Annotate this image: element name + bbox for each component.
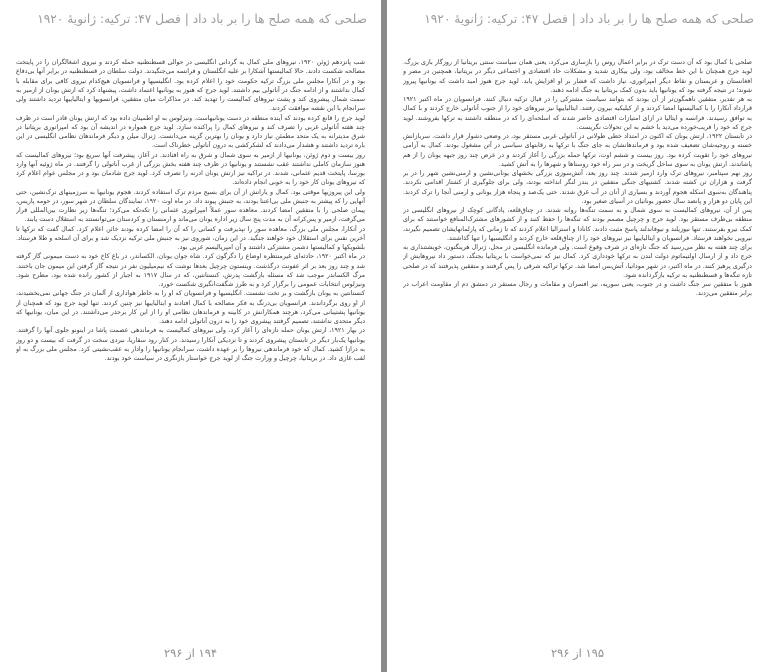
paragraph: در بهار ۱۹۲۱، ارتش یونان حمله تازه‌ای را آغاز کرد، ولی نیروهای کمالیست به فرماندهی عصمت پاشا در اینونو جلوی آنها را گرفتند. یونانیها یک‌بار دیگر در تابستان پیشروی کردند و تا نزدیکی آنکارا رسیدند. در کنار رود سقاریا، نبردی سخت در گرفت که بیست و دو روز به درازا کشید. کمال که خود فرماندهی نیروها را بر عهده داشت، سرانجام یونانیها را وادار به عقب‌نشینی کرد. مجلس ملی بزرگ به او لقب غازی داد. در بریتانیا، چرچیل و وزارت جنگ از لوید جرج خواستار بازنگری در سیاست خود بودند. (16, 327, 365, 362)
paragraph: روز بیست و دوم ژوئن، یونانیها از ازمیر به سوی شمال و شرق به راه افتادند. در آغاز، پیشرفت آنها سریع بود؛ نیروهای کمالیست که هنوز سازمان کاملی نداشتند عقب نشستند و یونانیها در ظرف چند هفته بخش بزرگی از غرب آناتولی را گرفتند. در ماه ژوئیه آنها وارد بورسا، پایتخت قدیم عثمانی، شدند. در تراکیه نیز ارتش یونان ادرنه را تصرف کرد. لوید جرج شادمان بود و در مجلس عوام اعلام کرد که نیروهای یونان کار خود را به خوبی انجام داده‌اند. (16, 151, 365, 187)
paragraph: روز نهم سپتامبر، نیروهای ترک وارد ازمیر شدند. چند روز بعد، آتش‌سوزی بزرگی بخشهای یونانی‌نشین و ارمنی‌نشین شهر را در بر گرفت و هزاران تن کشته شدند. کشتیهای جنگی متفقین در بندر لنگر انداخته بودند، ولی برای جلوگیری از کشتار اقدامی نکردند. پناهندگان به‌سوی اسکله هجوم آوردند و بسیاری از آنان در آب غرق شدند. حتی یک‌صد و پنجاه هزار یونانی و ارمنی آنجا را ترک کردند. این پایان دو هزار و پانصد سال حضور یونانیان در آسیای صغیر بود. (403, 170, 752, 205)
running-header: صلحی که همه صلح ها را بر باد داد | فصل ۴۷: ترکیه: ژانویهٔ ۱۹۲۰ (37, 12, 367, 26)
running-header: صلحی که همه صلح ها را بر باد داد | فصل ۴۷: ترکیه: ژانویهٔ ۱۹۲۰ (424, 12, 754, 26)
page-number: ۱۹۵ از ۲۹۶ (550, 646, 605, 660)
right-page (387, 0, 768, 672)
left-page (0, 0, 381, 672)
paragraph: در ماه اکتبر ۱۹۲۰، حادثه‌ای غیرمنتظره اوضاع را دگرگون کرد. شاه جوان یونان، الکساندر، در باغ کاخ خود به دست میمونی گاز گرفته شد و چند روز بعد بر اثر عفونت درگذشت. وینستون چرچیل بعدها نوشت که نیم‌میلیون نفر در نتیجه گاز گرفتن این میمون جان باختند. مرگ الکساندر موجب شد که مسئله بازگشت پدرش، کنستانتین، که در سال ۱۹۱۷ به اجبار از کشور رانده شده بود، مطرح شود. ونیزلوس انتخابات عمومی را برگزار کرد و به طرز شگفت‌انگیزی شکست خورد. (16, 253, 365, 288)
paragraph: هنوز با متفقین سر جنگ داشت و در جنوب، یعنی سوریه، نیز افسران و مقامات و رجال مستقر در دمشق دم از مقاومت اعراب در برابر متفقین می‌زدند. (403, 281, 752, 298)
paragraph: صلحی با کمال بود که آن دست ترک در برابر اعمال روس را بازسازی می‌کرد، یعنی همان سیاست سنتی بریتانیا از روزگار بازی بزرگ. لوید جرج همچنان با این خط مخالف بود، ولی بیکاری شدید و مشکلات حاد اقتصادی و اجتماعی دیگر در بریتانیا، همچنین در مصر و افغانستان و عربستان و نقاط دیگر امپراتوری، نیاز داشت که فشار بر او افزایش یابد. لوید جرج هنوز امید داشت که یونانیها پیروز شوند؛ در نتیجه گرفته بود که یونانیها باید بدون کمک بریتانیا به جنگ ادامه دهند. (403, 59, 752, 94)
paragraph: شب پانزدهم ژوئن ۱۹۲۰، نیروهای ملی کمال به گردانی انگلیسی در حوالی قسطنطنیه حمله کردند و نیروی اشغالگران را در پایتخت مصالحه شکست دادند. حالا کمالیستها آشکارا بر علیه انگلستان و فرانسه می‌جنگیدند. دولت سلطان در قسطنطنیه در برابر آنها بی‌دفاع بود و در آنکارا مجلس ملی بزرگ ترکیه حکومت خود را اعلام کرده بود. انگلیسیها و فرانسویان هیچ‌کدام نیروی کافی برای مقابله با کمال نداشتند و از ادامه جنگ در آناتولی بیم داشتند. لوید جرج که هنوز به یونانیها اعتماد داشت، پیشنهاد کرد که ارتش یونان از ازمیر به سمت شمال پیشروی کند و پشت نیروهای کمالیست را تهدید کند. در مذاکرات میان متفقین، فرانسویها و ایتالیاییها تردید داشتند ولی سرانجام با این نقشه موافقت کردند. (16, 59, 365, 113)
paragraph: پس از آن، نیروهای کمالیست به سوی شمال و به سمت تنگه‌ها روانه شدند. در چناق‌قلعه، پادگانی کوچک از نیروهای انگلیسی در منطقه بی‌طرف مستقر بود. لوید جرج و چرچیل مصمم بودند که تنگه‌ها را حفظ کنند و از کشورهای مشترک‌المنافع خواستند که برای کمک نیرو بفرستند. تنها نیوزیلند و نیوفاندلند پاسخ مثبت دادند. کانادا و استرالیا اعلام کردند که تا زمانی که پارلمانهایشان تصمیم نگیرند، نیرویی نخواهند فرستاد. فرانسویان و ایتالیاییها نیز نیروهای خود را از چناق‌قلعه خارج کردند و انگلیسیها را تنها گذاشتند. (403, 207, 752, 242)
paragraph: لوید جرج را قانع کرده بودند که آینده منطقه در دست یونانیهاست. ونیزلوس به او اطمینان داده بود که ارتش یونان قادر است در ظرف چند هفته آناتولی غربی را تصرف کند و نیروهای کمال را پراکنده سازد. لوید جرج همواره در اندیشه آن بود که امپراتوری بریتانیا در شرق مدیترانه به یک متحد مطمئن نیاز دارد و یونان را بهترین گزینه می‌دانست. ژنرال میلن و دیگر فرماندهان نظامی انگلیسی در این باره تردید داشتند و هشدار می‌دادند که لشکرکشی به درون آناتولی خطرناک است. (16, 114, 365, 150)
paragraph: در آنکارا، مجلس ملی بزرگ، معاهده سور را نپذیرفت و کسانی را که آن را امضا کرده بودند خائن اعلام کرد. کمال گفت که ترکها تا آخرین نفس برای استقلال خود خواهند جنگید. در این زمان، شوروی نیز به جنبش ملی ترکیه نزدیک شد و برای آن اسلحه و طلا فرستاد. بلشویکها و کمالیستها دشمن مشترکی داشتند و آن امپریالیسم غربی بود. (16, 225, 365, 251)
paragraph: در تابستان ۱۹۲۲، ارتش یونان که اکنون در امتداد خطی طولانی در آناتولی غربی مستقر بود، در وضعی دشوار قرار داشت. سربازانش خسته و روحیه‌شان تضعیف شده بود و فرماندهانشان به جای جنگ با ترکها به رقابتهای سیاسی در آتن مشغول بودند. کمال به آرامی نیروهای خود را تقویت کرده بود. روز بیست و ششم اوت، ترکها حمله بزرگی را آغاز کردند و در عرض چند روز جبهه یونان را از هم پاشاندند. ارتش یونان به سوی ساحل گریخت و در سر راه خود روستاها و شهرها را به آتش کشید. (403, 133, 752, 168)
paragraph: ولی این پیروزیها موقتی بود. کمال و یارانش از آن برای بسیج مردم ترک استفاده کردند. هجوم یونانیها به سرزمینهای ترک‌نشین، حتی آنهایی را که پیشتر به جنبش ملی بی‌اعتنا بودند، به جنبش پیوند داد. در ماه اوت ۱۹۲۰، نمایندگان سلطان در شهر سور، در حومه پاریس، پیمان صلحی را با متفقین امضا کردند. معاهده سور عملاً امپراتوری عثمانی را تکه‌تکه می‌کرد؛ تنگه‌ها زیر نظارت بین‌المللی قرار می‌گرفت، ازمیر و پس‌کرانه آن به مدت پنج سال زیر اداره یونان می‌ماند و ارمنستان و کردستان می‌توانستند به استقلال دست یابند. (16, 188, 365, 224)
paragraph: به هر تقدیر، متفقین ناهمگون‌تر از آن بودند که بتوانند سیاست مشترکی را در قبال ترکیه دنبال کنند. فرانسویان در ماه اکتبر ۱۹۲۱ قرارداد آنکارا را با کمالیستها امضا کردند و از کیلیکیه بیرون رفتند. ایتالیاییها نیز نیروهای خود را از جنوب آناتولی خارج کردند و با کمال به توافق رسیدند. فرانسه و ایتالیا در ازای امتیازات اقتصادی حاضر شدند که اسلحه‌ای را که در منطقه داشتند به ترکها بفروشند. لوید جرج که خود را فریب‌خورده می‌دید با خشم به این تحولات نگریست. (403, 96, 752, 131)
paragraph: کنستانتین به یونان بازگشت و بر تخت نشست. انگلیسیها و فرانسویان که او را به خاطر هواداری از آلمان در جنگ جهانی نمی‌بخشیدند، از او روی برگرداندند. فرانسویان بی‌درنگ به فکر مصالحه با کمال افتادند و ایتالیاییها نیز چنین کردند. تنها لوید جرج بود که همچنان از یونانیها پشتیبانی می‌کرد، هرچند همکارانش در کابینه و فرماندهان نظامی او را از این کار برحذر می‌داشتند. در این میان، یونانیها که دیگر متحدی نداشتند، تصمیم گرفتند پیشروی خود را به درون آناتولی ادامه دهند. (16, 290, 365, 325)
page-body (16, 58, 365, 620)
page-number: ۱۹۴ از ۲۹۶ (163, 646, 218, 660)
page-body (403, 58, 752, 620)
paragraph: برای چند هفته به نظر می‌رسید که جنگ تازه‌ای در شرف وقوع است. ولی فرمانده انگلیسی در محل، ژنرال هرینگتون، خویشتنداری به خرج داد و از ارسال اولتیماتوم دولت لندن به ترکها خودداری کرد. کمال نیز که نمی‌خواست با بریتانیا بجنگد، دستور داد نیروهایش از درگیری پرهیز کنند. در ماه اکتبر، در شهر مودانیا، آتش‌بس امضا شد. ترکها تراکیه شرقی را پس گرفتند و متفقین پذیرفتند که در صلحی تازه تنگه‌ها و قسطنطنیه به ترکیه بازگردانده شود. (403, 244, 752, 279)
